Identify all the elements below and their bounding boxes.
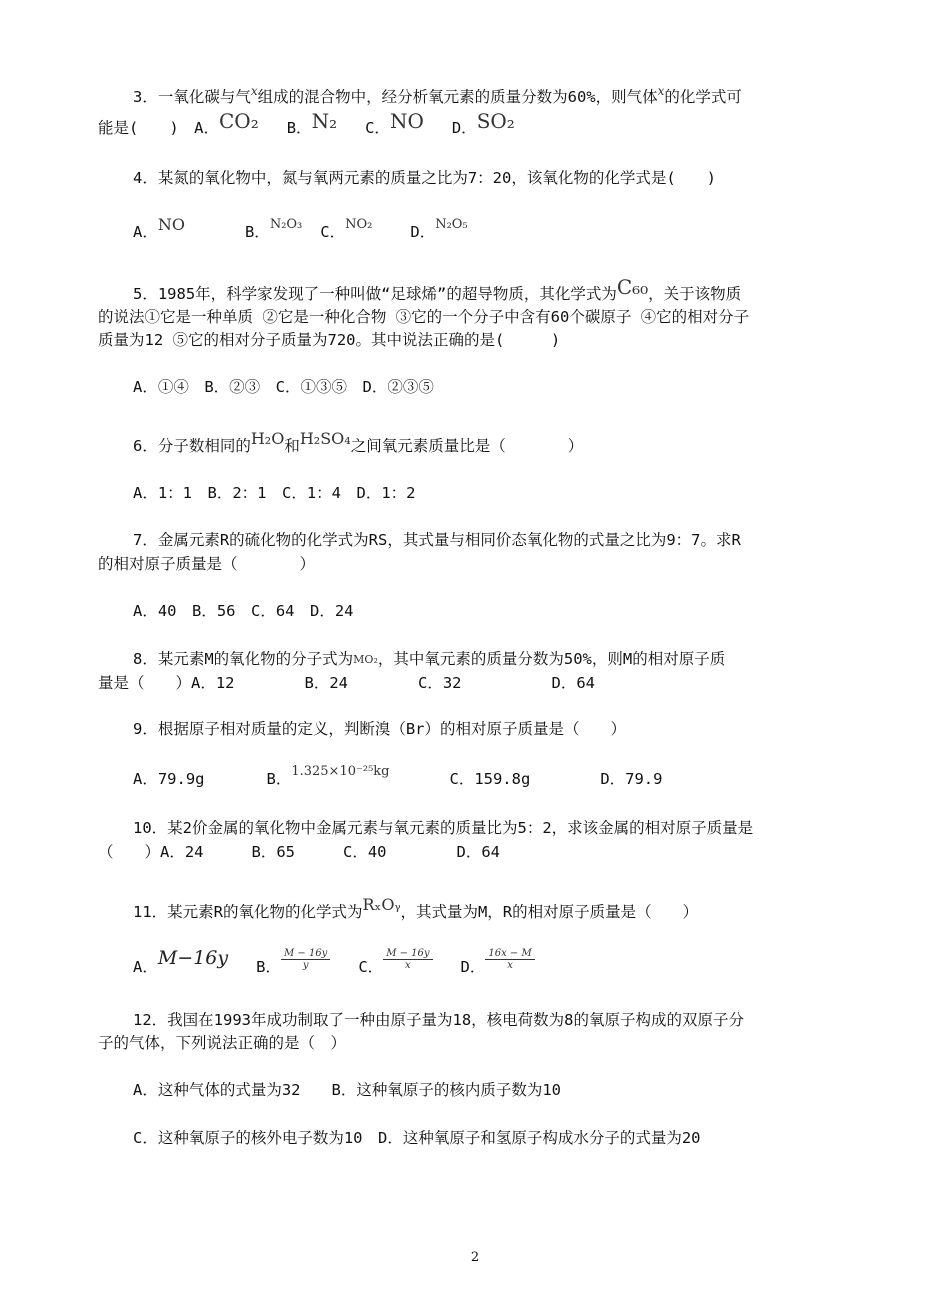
fraction-d: $\frac{16x - M}{x}$ [485,948,534,971]
fraction-b: $\frac{M - 16y}{y}$ [281,948,330,971]
formula-rxoy: RₓOᵧ [362,894,401,914]
q3-line2: 能是( ) A．CO₂ B．N₂ C．NO D．SO₂ [98,108,515,137]
formula-n2: N₂ [311,108,338,133]
formula-h2o: H₂O [250,428,285,448]
page-number: 2 [470,1250,480,1265]
q12-line2: 子的气体，下列说法正确的是（ ） [98,1034,347,1052]
formula-no: NO [389,108,424,133]
formula-mo2: MO₂ [353,652,378,666]
formula-h2so4: H₂SO₄ [299,428,351,448]
q7-options: A．40 B．56 C．64 D．24 [133,602,354,620]
q9-options: A．79.9g B．1.325×10⁻²⁵kg C．159.8g D．79.9 [133,763,663,788]
q12-line1: 12．我国在1993年成功制取了一种由原子量为18，核电荷数为8的氧原子构成的双原子分 [133,1011,744,1029]
q12-options-ab: A．这种气体的式量为32 B．这种氧原子的核内质子数为10 [133,1081,561,1099]
q3-line1: 3．一氧化碳与气$^x$组成的混合物中，经分析氧元素的质量分数为60%，则气体$^x$的化学式可 [133,84,742,106]
variable-x: x [657,84,665,98]
formula-mass-kg: 1.325×10⁻²⁵kg [291,763,390,779]
q6-stem: 6．分子数相同的H₂O和H₂SO₄之间氧元素质量比是（ ） [133,428,584,455]
q12-options-cd: C．这种氧原子的核外电子数为10 D．这种氧原子和氢原子构成水分子的式量为20 [133,1129,701,1147]
q10-line2: （ ）A．24 B．65 C．40 D．64 [98,843,500,861]
formula-co2: CO₂ [219,108,259,133]
fraction-c: $\frac{M - 16y}{x}$ [383,948,432,971]
q8-line2: 量是（ ）A．12 B．24 C．32 D．64 [98,674,595,692]
q4-options: A．NO B．N₂O₃ C．NO₂ D．N₂O₅ [133,214,468,241]
q7-line2: 的相对原子质量是（ ） [98,555,316,573]
q7-line1: 7．金属元素R的硫化物的化学式为RS，其式量与相同价态氧化物的式量之比为9：7。求R [133,531,741,549]
q5-line3: 质量为12 ⑤它的相对分子质量为720。其中说法正确的是( ) [98,331,561,349]
formula-c60: C₆₀ [616,274,649,299]
q5-options: A．①④ B．②③ C．①③⑤ D．②③⑤ [133,378,434,396]
formula-so2: SO₂ [476,108,515,133]
expr-a: M−16y [157,947,229,969]
q4-stem: 4．某氮的氧化物中，氮与氧两元素的质量之比为7：20，该氧化物的化学式是( ) [133,169,716,187]
q8-line1: 8．某元素M的氧化物的分子式为MO₂，其中氧元素的质量分数为50%，则M的相对原子质 [133,650,726,668]
q6-options: A．1：1 B．2：1 C．1：4 D．1：2 [133,484,416,502]
q11-stem: 11．某元素R的氧化物的化学式为RₓOᵧ，其式量为M，R的相对原子质量是（ ） [133,894,699,921]
q11-options: A．M−16y B． $\frac{M - 16y}{y}$ C． $\frac{M - 16y}{x}$ D． $\frac{16x - M}{x}$ [133,956,893,979]
q10-line1: 10．某2价金属的氧化物中金属元素与氧元素的质量比为5：2，求该金属的相对原子质量是 [133,819,754,837]
q5-line2: 的说法①它是一种单质 ②它是一种化合物 ③它的一个分子中含有60个碳原子 ④它的相对分子 [98,308,750,326]
q9-stem: 9．根据原子相对质量的定义，判断溴（Br）的相对原子质量是（ ） [133,720,626,738]
variable-x: x [250,84,258,98]
q5-line1: 5．1985年，科学家发现了一种叫做“足球烯”的超导物质，其化学式为C₆₀，关于该物质 [133,274,742,303]
